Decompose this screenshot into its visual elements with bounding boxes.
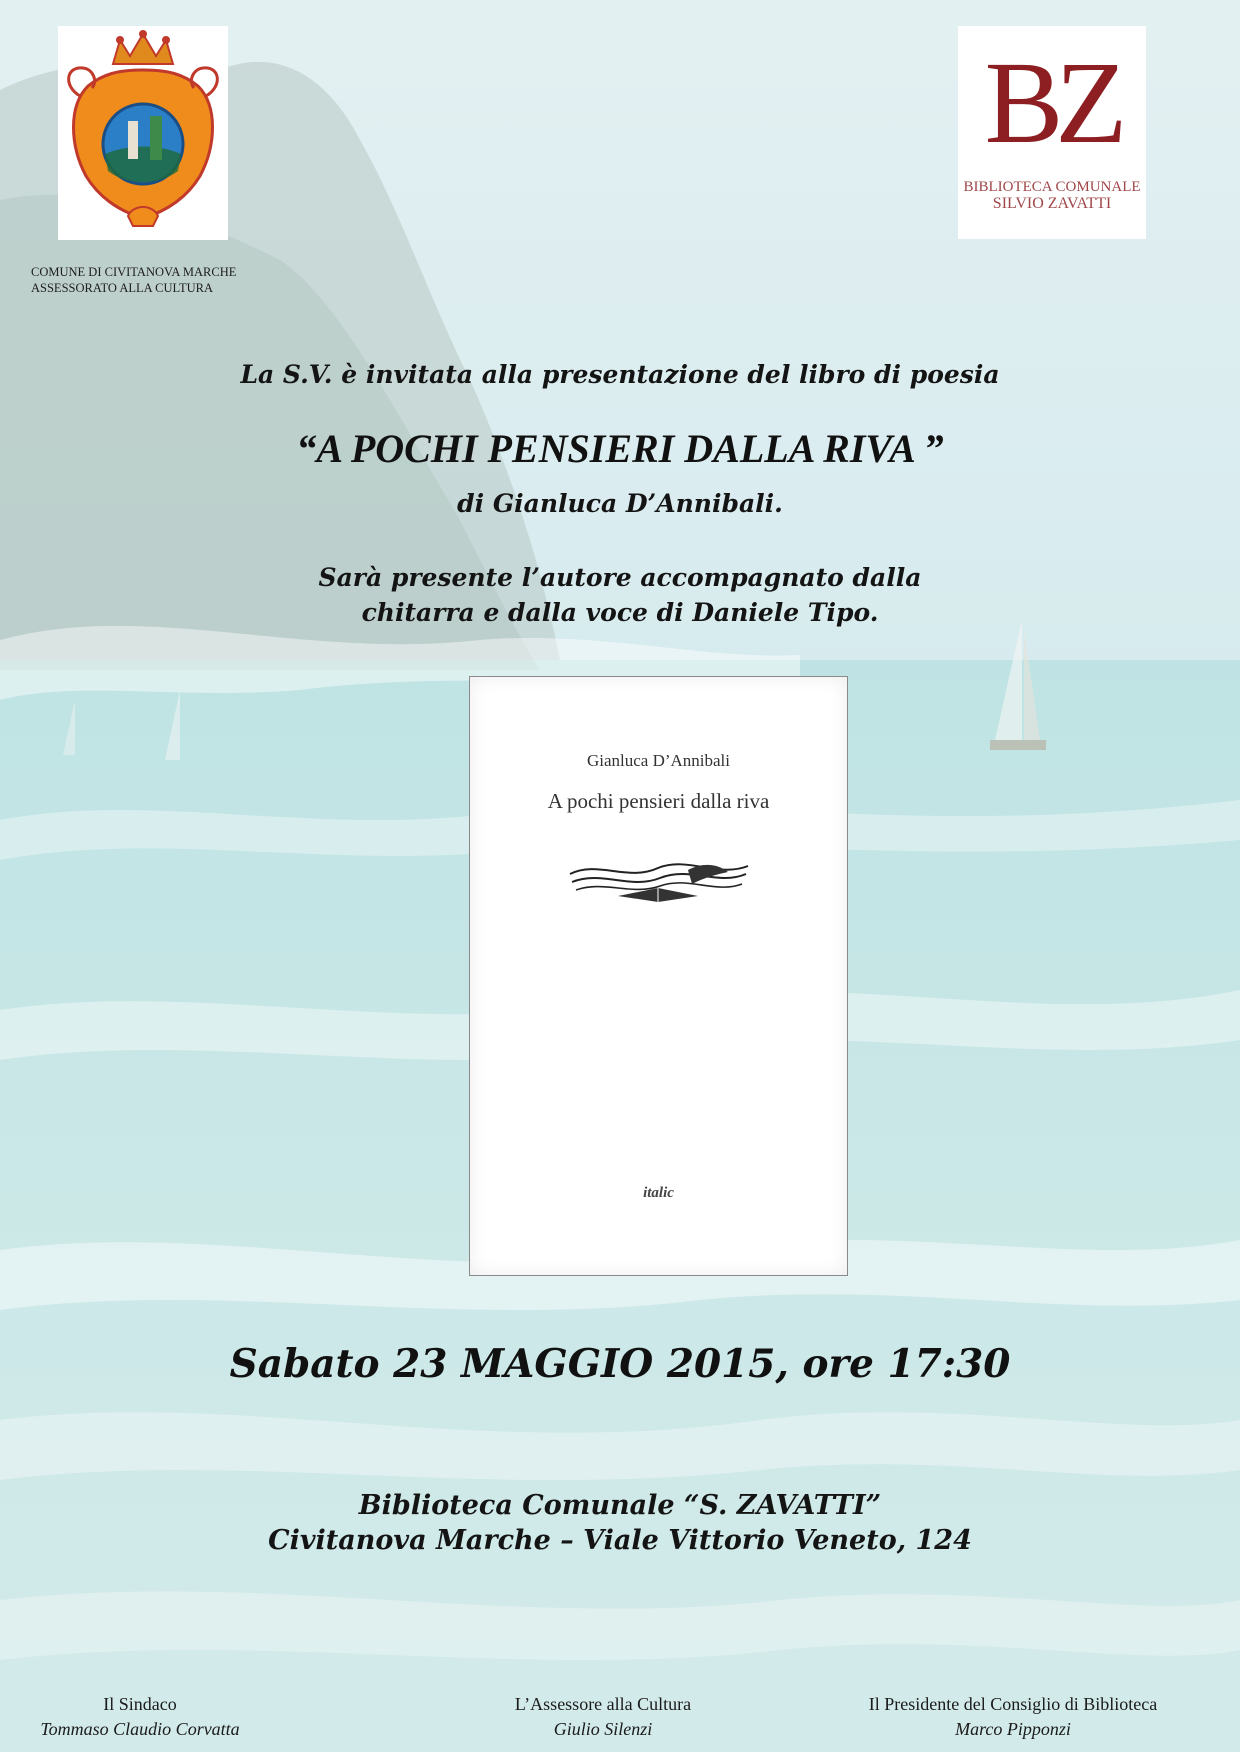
- author-line: di Gianluca D’Annibali.: [457, 489, 783, 518]
- library-logo: [958, 26, 1146, 239]
- book-cover-publisher: italic: [643, 1185, 674, 1201]
- presence-line1: Sarà presente l’autore accompagnato dalla: [318, 563, 922, 592]
- event-date-time: Sabato 23 MAGGIO 2015, ore 17:30: [229, 1341, 1011, 1387]
- book-cover: [469, 676, 848, 1276]
- institution-line2: ASSESSORATO ALLA CULTURA: [31, 281, 213, 295]
- signature-name: Tommaso Claudio Corvatta: [40, 1719, 240, 1739]
- bz-monogram: BZ: [984, 37, 1120, 168]
- signature-role: L’Assessore alla Cultura: [514, 1694, 692, 1714]
- book-title-heading: “A POCHI PENSIERI DALLA RIVA ”: [296, 426, 944, 471]
- book-cover-title: A pochi pensieri dalla riva: [547, 789, 770, 813]
- coat-of-arms-logo: [58, 26, 228, 240]
- signature-president: [803, 1692, 1223, 1742]
- institution-line1: COMUNE DI CIVITANOVA MARCHE: [31, 265, 237, 279]
- library-logo-line1: BIBLIOTECA COMUNALE: [963, 179, 1141, 195]
- signature-role: Il Sindaco: [103, 1694, 177, 1714]
- book-cover-author: Gianluca D’Annibali: [586, 751, 731, 770]
- invitation-intro: La S.V. è invitata alla presentazione del libro di poesia: [240, 360, 1000, 389]
- event-venue: [0, 1488, 1240, 1558]
- institution-label: [31, 264, 236, 296]
- signature-assessor: [393, 1692, 813, 1742]
- library-logo-line2: SILVIO ZAVATTI: [992, 195, 1112, 212]
- signature-role: Il Presidente del Consiglio di Biblioteca: [868, 1694, 1158, 1714]
- book-waves-icon: [568, 852, 750, 912]
- presence-line2: chitarra e dalla voce di Daniele Tipo.: [361, 598, 879, 627]
- coat-of-arms-icon: [58, 26, 228, 240]
- venue-line1: Biblioteca Comunale “S. ZAVATTI”: [358, 1490, 882, 1521]
- signature-name: Marco Pipponzi: [955, 1719, 1071, 1739]
- presence-note: [0, 560, 1240, 630]
- venue-line2: Civitanova Marche – Viale Vittorio Veneto, 124: [268, 1525, 972, 1556]
- signature-name: Giulio Silenzi: [553, 1719, 653, 1739]
- signature-mayor: [0, 1692, 350, 1742]
